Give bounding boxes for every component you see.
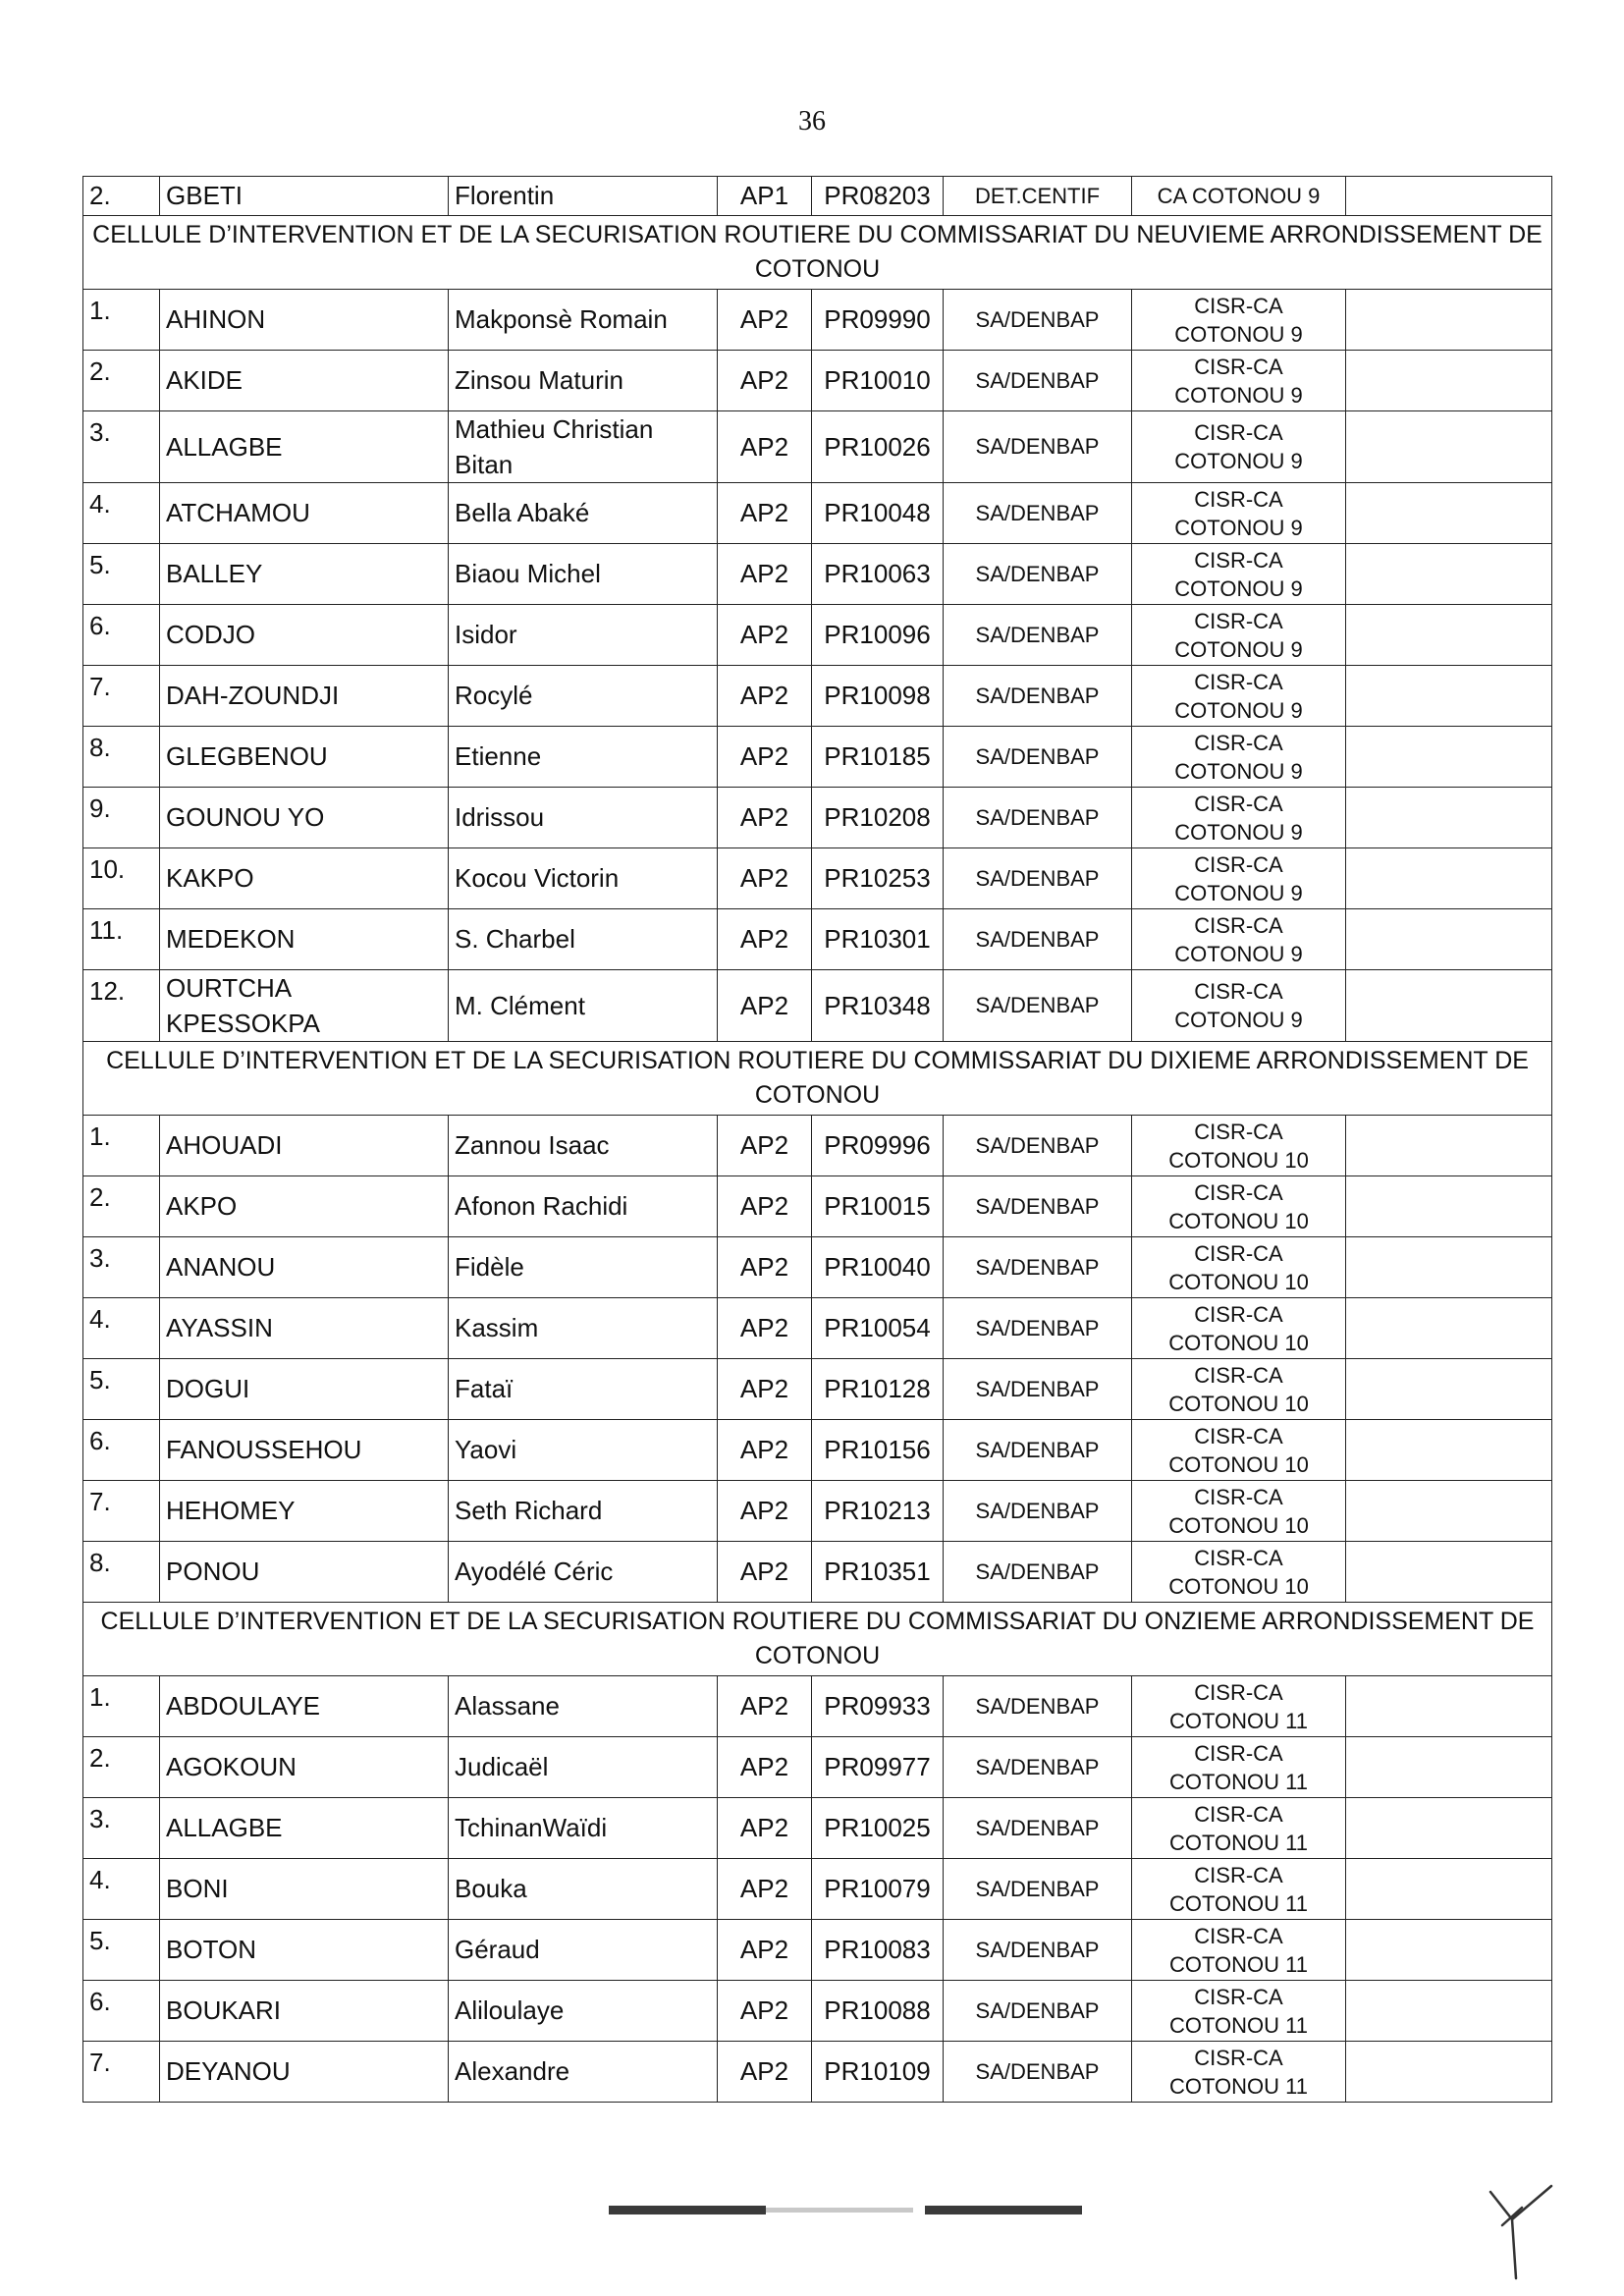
page-number: 36 (798, 106, 826, 137)
unit-cell: SA/DENBAP (944, 909, 1132, 970)
assignment-cell: CISR-CA COTONOU 9 (1132, 605, 1346, 666)
matricule-cell: PR10026 (812, 411, 944, 483)
matricule-cell: PR10185 (812, 727, 944, 788)
matricule-cell: PR10040 (812, 1237, 944, 1298)
grade-cell: AP2 (718, 727, 812, 788)
row-number: 12. (83, 970, 160, 1042)
empty-cell (1346, 1298, 1552, 1359)
matricule-cell: PR10096 (812, 605, 944, 666)
surname-cell: AKIDE (160, 351, 449, 411)
table-row (83, 909, 1552, 970)
first-names-cell: Alexandre (449, 2042, 718, 2103)
first-names-cell: Zannou Isaac (449, 1116, 718, 1176)
unit-cell: SA/DENBAP (944, 544, 1132, 605)
row-number: 8. (83, 727, 160, 788)
row-number: 4. (83, 1298, 160, 1359)
grade-cell: AP2 (718, 848, 812, 909)
grade-cell: AP2 (718, 483, 812, 544)
footer-decoration-bar (609, 2206, 1082, 2214)
section-heading-row (83, 216, 1552, 290)
surname-cell: AKPO (160, 1176, 449, 1237)
table-row (83, 1116, 1552, 1176)
row-number: 9. (83, 788, 160, 848)
table-row (83, 544, 1552, 605)
first-names-cell: S. Charbel (449, 909, 718, 970)
matricule-cell: PR10128 (812, 1359, 944, 1420)
unit-cell: SA/DENBAP (944, 970, 1132, 1042)
assignment-cell: CISR-CA COTONOU 9 (1132, 483, 1346, 544)
assignment-cell: CISR-CA COTONOU 11 (1132, 1737, 1346, 1798)
section-title: CELLULE D’INTERVENTION ET DE LA SECURISATION ROUTIERE DU COMMISSARIAT DU ONZIEME ARRONDISSEMENT DE COTONOU (83, 1603, 1552, 1676)
empty-cell (1346, 1920, 1552, 1981)
first-names-cell: Aliloulaye (449, 1981, 718, 2042)
empty-cell (1346, 1859, 1552, 1920)
assignment-cell: CISR-CA COTONOU 11 (1132, 1676, 1346, 1737)
assignment-cell: CISR-CA COTONOU 9 (1132, 290, 1346, 351)
unit-cell: SA/DENBAP (944, 1859, 1132, 1920)
empty-cell (1346, 727, 1552, 788)
table-row (83, 290, 1552, 351)
grade-cell: AP2 (718, 544, 812, 605)
table-row (83, 1859, 1552, 1920)
matricule-cell: PR10088 (812, 1981, 944, 2042)
surname-cell: AHOUADI (160, 1116, 449, 1176)
first-names-cell: Bouka (449, 1859, 718, 1920)
assignment-cell: CISR-CA COTONOU 10 (1132, 1359, 1346, 1420)
section-title: CELLULE D’INTERVENTION ET DE LA SECURISATION ROUTIERE DU COMMISSARIAT DU NEUVIEME ARRONDISSEMENT DE COTONOU (83, 216, 1552, 290)
initials-signature (1483, 2180, 1561, 2288)
surname-cell: DAH-ZOUNDJI (160, 666, 449, 727)
unit-cell: SA/DENBAP (944, 1116, 1132, 1176)
empty-cell (1346, 1737, 1552, 1798)
surname-cell: PONOU (160, 1542, 449, 1603)
table-row (83, 788, 1552, 848)
unit-cell: SA/DENBAP (944, 1737, 1132, 1798)
empty-cell (1346, 1798, 1552, 1859)
row-number: 3. (83, 411, 160, 483)
surname-cell: BOTON (160, 1920, 449, 1981)
unit-cell: SA/DENBAP (944, 848, 1132, 909)
table-row (83, 483, 1552, 544)
grade-cell: AP2 (718, 970, 812, 1042)
assignment-cell: CISR-CA COTONOU 9 (1132, 970, 1346, 1042)
first-names-cell: Fataï (449, 1359, 718, 1420)
first-names-cell: Zinsou Maturin (449, 351, 718, 411)
row-number: 2. (83, 177, 160, 216)
unit-cell: SA/DENBAP (944, 1298, 1132, 1359)
assignment-cell: CISR-CA COTONOU 11 (1132, 1859, 1346, 1920)
surname-cell: AYASSIN (160, 1298, 449, 1359)
empty-cell (1346, 2042, 1552, 2103)
table-row (83, 848, 1552, 909)
row-number: 1. (83, 1676, 160, 1737)
surname-cell: MEDEKON (160, 909, 449, 970)
empty-cell (1346, 1420, 1552, 1481)
unit-cell: SA/DENBAP (944, 2042, 1132, 2103)
table-row (83, 351, 1552, 411)
surname-cell: AHINON (160, 290, 449, 351)
matricule-cell: PR10213 (812, 1481, 944, 1542)
first-names-cell: Mathieu Christian Bitan (449, 411, 718, 483)
unit-cell: SA/DENBAP (944, 1237, 1132, 1298)
grade-cell: AP2 (718, 1237, 812, 1298)
first-names-cell: TchinanWaïdi (449, 1798, 718, 1859)
table-row (83, 605, 1552, 666)
row-number: 1. (83, 1116, 160, 1176)
assignment-cell: CISR-CA COTONOU 10 (1132, 1116, 1346, 1176)
surname-cell: CODJO (160, 605, 449, 666)
assignment-cell: CISR-CA COTONOU 9 (1132, 788, 1346, 848)
matricule-cell: PR10109 (812, 2042, 944, 2103)
surname-cell: ABDOULAYE (160, 1676, 449, 1737)
table-row (83, 727, 1552, 788)
row-number: 4. (83, 483, 160, 544)
empty-cell (1346, 666, 1552, 727)
assignment-cell: CISR-CA COTONOU 11 (1132, 1798, 1346, 1859)
matricule-cell: PR10301 (812, 909, 944, 970)
surname-cell: DOGUI (160, 1359, 449, 1420)
grade-cell: AP2 (718, 1481, 812, 1542)
row-number: 3. (83, 1798, 160, 1859)
first-names-cell: Bella Abaké (449, 483, 718, 544)
unit-cell: DET.CENTIF (944, 177, 1132, 216)
unit-cell: SA/DENBAP (944, 1981, 1132, 2042)
table-row (83, 177, 1552, 216)
empty-cell (1346, 1981, 1552, 2042)
table-row (83, 1542, 1552, 1603)
first-names-cell: Biaou Michel (449, 544, 718, 605)
empty-cell (1346, 1481, 1552, 1542)
grade-cell: AP2 (718, 1176, 812, 1237)
row-number: 2. (83, 1176, 160, 1237)
assignment-cell: CISR-CA COTONOU 9 (1132, 544, 1346, 605)
assignment-cell: CISR-CA COTONOU 9 (1132, 666, 1346, 727)
unit-cell: SA/DENBAP (944, 483, 1132, 544)
first-names-cell: Fidèle (449, 1237, 718, 1298)
section-title: CELLULE D’INTERVENTION ET DE LA SECURISATION ROUTIERE DU COMMISSARIAT DU DIXIEME ARRONDISSEMENT DE COTONOU (83, 1042, 1552, 1116)
surname-cell: DEYANOU (160, 2042, 449, 2103)
assignment-cell: CISR-CA COTONOU 11 (1132, 1920, 1346, 1981)
matricule-cell: PR10348 (812, 970, 944, 1042)
row-number: 11. (83, 909, 160, 970)
empty-cell (1346, 909, 1552, 970)
unit-cell: SA/DENBAP (944, 1359, 1132, 1420)
matricule-cell: PR10025 (812, 1798, 944, 1859)
unit-cell: SA/DENBAP (944, 788, 1132, 848)
grade-cell: AP2 (718, 351, 812, 411)
surname-cell: ATCHAMOU (160, 483, 449, 544)
surname-cell: ANANOU (160, 1237, 449, 1298)
empty-cell (1346, 1237, 1552, 1298)
empty-cell (1346, 411, 1552, 483)
first-names-cell: Kocou Victorin (449, 848, 718, 909)
matricule-cell: PR10079 (812, 1859, 944, 1920)
matricule-cell: PR09933 (812, 1676, 944, 1737)
assignment-cell: CISR-CA COTONOU 9 (1132, 727, 1346, 788)
unit-cell: SA/DENBAP (944, 1420, 1132, 1481)
empty-cell (1346, 848, 1552, 909)
surname-cell: GOUNOU YO (160, 788, 449, 848)
grade-cell: AP2 (718, 1676, 812, 1737)
matricule-cell: PR10048 (812, 483, 944, 544)
unit-cell: SA/DENBAP (944, 1542, 1132, 1603)
row-number: 7. (83, 1481, 160, 1542)
grade-cell: AP2 (718, 788, 812, 848)
grade-cell: AP2 (718, 1859, 812, 1920)
matricule-cell: PR09977 (812, 1737, 944, 1798)
assignment-cell: CISR-CA COTONOU 9 (1132, 909, 1346, 970)
row-number: 2. (83, 1737, 160, 1798)
assignment-cell: CISR-CA COTONOU 10 (1132, 1420, 1346, 1481)
row-number: 7. (83, 2042, 160, 2103)
grade-cell: AP2 (718, 605, 812, 666)
empty-cell (1346, 970, 1552, 1042)
empty-cell (1346, 1676, 1552, 1737)
grade-cell: AP2 (718, 666, 812, 727)
table-row (83, 970, 1552, 1042)
grade-cell: AP1 (718, 177, 812, 216)
row-number: 5. (83, 544, 160, 605)
assignment-cell: CISR-CA COTONOU 11 (1132, 1981, 1346, 2042)
row-number: 5. (83, 1359, 160, 1420)
assignment-cell: CISR-CA COTONOU 10 (1132, 1298, 1346, 1359)
first-names-cell: Seth Richard (449, 1481, 718, 1542)
surname-cell: FANOUSSEHOU (160, 1420, 449, 1481)
surname-cell: GLEGBENOU (160, 727, 449, 788)
row-number: 4. (83, 1859, 160, 1920)
table-row (83, 2042, 1552, 2103)
matricule-cell: PR09996 (812, 1116, 944, 1176)
table-row (83, 666, 1552, 727)
empty-cell (1346, 483, 1552, 544)
grade-cell: AP2 (718, 1298, 812, 1359)
unit-cell: SA/DENBAP (944, 727, 1132, 788)
grade-cell: AP2 (718, 1920, 812, 1981)
surname-cell: ALLAGBE (160, 411, 449, 483)
assignment-cell: CISR-CA COTONOU 10 (1132, 1237, 1346, 1298)
surname-cell: HEHOMEY (160, 1481, 449, 1542)
row-number: 6. (83, 1981, 160, 2042)
unit-cell: SA/DENBAP (944, 351, 1132, 411)
unit-cell: SA/DENBAP (944, 1176, 1132, 1237)
first-names-cell: Makponsè Romain (449, 290, 718, 351)
first-names-cell: Florentin (449, 177, 718, 216)
unit-cell: SA/DENBAP (944, 1481, 1132, 1542)
first-names-cell: Rocylé (449, 666, 718, 727)
unit-cell: SA/DENBAP (944, 666, 1132, 727)
grade-cell: AP2 (718, 290, 812, 351)
empty-cell (1346, 1359, 1552, 1420)
assignment-cell: CISR-CA COTONOU 10 (1132, 1542, 1346, 1603)
matricule-cell: PR10208 (812, 788, 944, 848)
grade-cell: AP2 (718, 909, 812, 970)
grade-cell: AP2 (718, 1116, 812, 1176)
matricule-cell: PR09990 (812, 290, 944, 351)
unit-cell: SA/DENBAP (944, 1798, 1132, 1859)
row-number: 8. (83, 1542, 160, 1603)
row-number: 10. (83, 848, 160, 909)
assignment-cell: CA COTONOU 9 (1132, 177, 1346, 216)
surname-cell: KAKPO (160, 848, 449, 909)
matricule-cell: PR10010 (812, 351, 944, 411)
section-heading-row (83, 1042, 1552, 1116)
grade-cell: AP2 (718, 1981, 812, 2042)
assignment-cell: CISR-CA COTONOU 9 (1132, 848, 1346, 909)
empty-cell (1346, 351, 1552, 411)
first-names-cell: Afonon Rachidi (449, 1176, 718, 1237)
first-names-cell: Idrissou (449, 788, 718, 848)
assignment-cell: CISR-CA COTONOU 10 (1132, 1481, 1346, 1542)
table-row (83, 1981, 1552, 2042)
grade-cell: AP2 (718, 1359, 812, 1420)
matricule-cell: PR10063 (812, 544, 944, 605)
row-number: 5. (83, 1920, 160, 1981)
assignment-cell: CISR-CA COTONOU 10 (1132, 1176, 1346, 1237)
row-number: 6. (83, 605, 160, 666)
first-names-cell: Etienne (449, 727, 718, 788)
assignment-cell: CISR-CA COTONOU 9 (1132, 411, 1346, 483)
matricule-cell: PR10015 (812, 1176, 944, 1237)
first-names-cell: Ayodélé Céric (449, 1542, 718, 1603)
matricule-cell: PR10054 (812, 1298, 944, 1359)
empty-cell (1346, 1116, 1552, 1176)
surname-cell: ALLAGBE (160, 1798, 449, 1859)
table-row (83, 1798, 1552, 1859)
first-names-cell: Géraud (449, 1920, 718, 1981)
grade-cell: AP2 (718, 1542, 812, 1603)
table-row (83, 411, 1552, 483)
unit-cell: SA/DENBAP (944, 290, 1132, 351)
unit-cell: SA/DENBAP (944, 1920, 1132, 1981)
empty-cell (1346, 544, 1552, 605)
table-row (83, 1237, 1552, 1298)
unit-cell: SA/DENBAP (944, 605, 1132, 666)
table-row (83, 1298, 1552, 1359)
assignment-cell: CISR-CA COTONOU 11 (1132, 2042, 1346, 2103)
matricule-cell: PR08203 (812, 177, 944, 216)
first-names-cell: Alassane (449, 1676, 718, 1737)
table-row (83, 1481, 1552, 1542)
grade-cell: AP2 (718, 411, 812, 483)
matricule-cell: PR10253 (812, 848, 944, 909)
surname-cell: GBETI (160, 177, 449, 216)
matricule-cell: PR10156 (812, 1420, 944, 1481)
personnel-table (82, 176, 1552, 2103)
grade-cell: AP2 (718, 1798, 812, 1859)
table-row (83, 1676, 1552, 1737)
grade-cell: AP2 (718, 1737, 812, 1798)
grade-cell: AP2 (718, 1420, 812, 1481)
unit-cell: SA/DENBAP (944, 411, 1132, 483)
first-names-cell: Yaovi (449, 1420, 718, 1481)
surname-cell: BOUKARI (160, 1981, 449, 2042)
surname-cell: AGOKOUN (160, 1737, 449, 1798)
section-heading-row (83, 1603, 1552, 1676)
surname-cell: OURTCHA KPESSOKPA (160, 970, 449, 1042)
matricule-cell: PR10083 (812, 1920, 944, 1981)
surname-cell: BONI (160, 1859, 449, 1920)
row-number: 7. (83, 666, 160, 727)
first-names-cell: Judicaël (449, 1737, 718, 1798)
row-number: 6. (83, 1420, 160, 1481)
personnel-table-body (83, 177, 1552, 2103)
table-row (83, 1420, 1552, 1481)
table-row (83, 1359, 1552, 1420)
first-names-cell: Isidor (449, 605, 718, 666)
first-names-cell: Kassim (449, 1298, 718, 1359)
first-names-cell: M. Clément (449, 970, 718, 1042)
empty-cell (1346, 1176, 1552, 1237)
row-number: 3. (83, 1237, 160, 1298)
matricule-cell: PR10098 (812, 666, 944, 727)
table-row (83, 1920, 1552, 1981)
empty-cell (1346, 177, 1552, 216)
table-row (83, 1176, 1552, 1237)
unit-cell: SA/DENBAP (944, 1676, 1132, 1737)
surname-cell: BALLEY (160, 544, 449, 605)
empty-cell (1346, 788, 1552, 848)
grade-cell: AP2 (718, 2042, 812, 2103)
row-number: 1. (83, 290, 160, 351)
assignment-cell: CISR-CA COTONOU 9 (1132, 351, 1346, 411)
empty-cell (1346, 1542, 1552, 1603)
row-number: 2. (83, 351, 160, 411)
empty-cell (1346, 290, 1552, 351)
table-row (83, 1737, 1552, 1798)
empty-cell (1346, 605, 1552, 666)
matricule-cell: PR10351 (812, 1542, 944, 1603)
